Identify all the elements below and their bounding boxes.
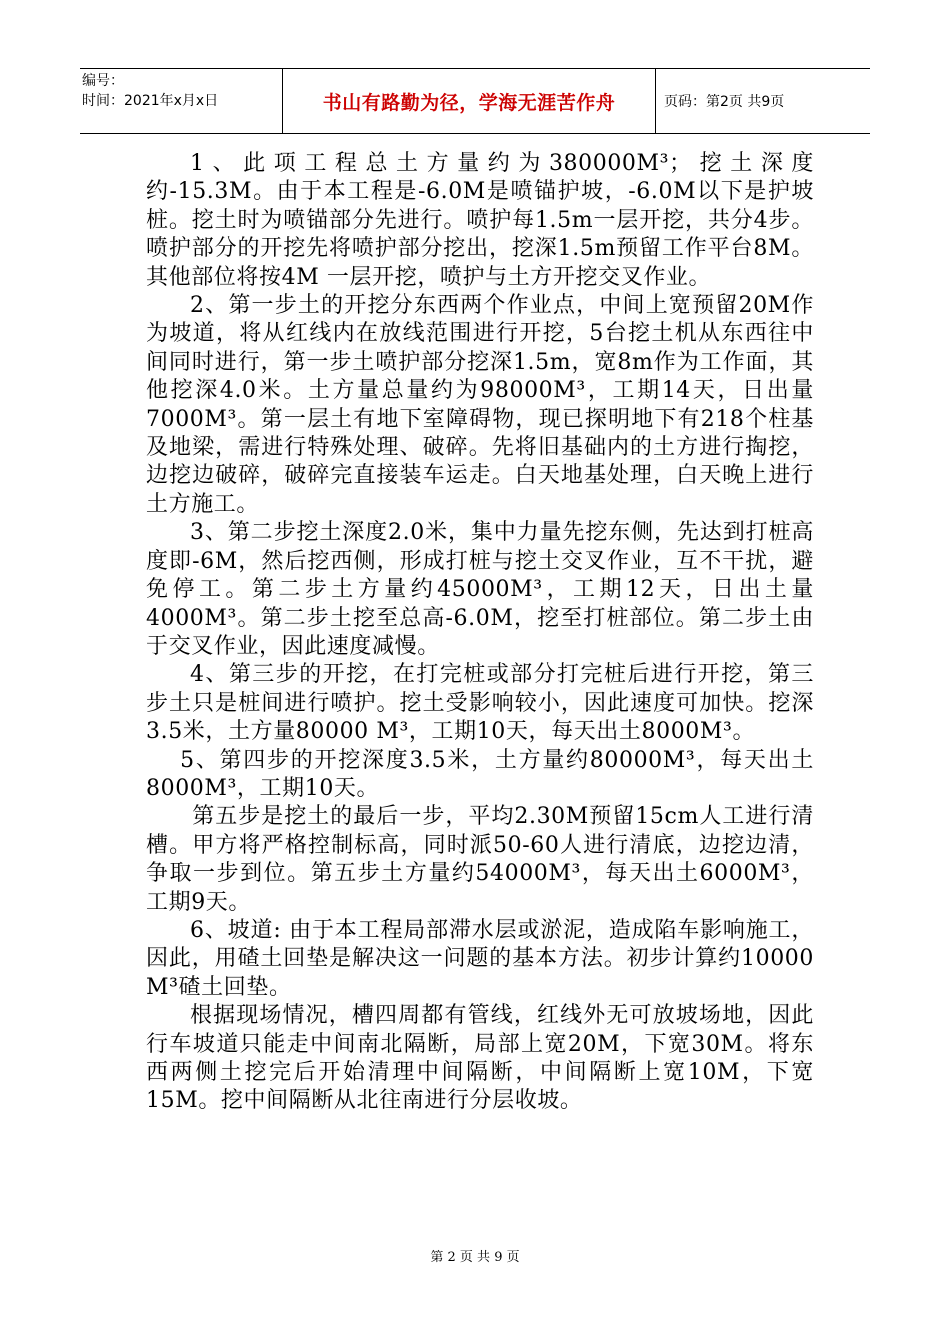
motto-text: 书山有路勤为径，学海无涯苦作舟 xyxy=(322,91,616,114)
header-motto-cell xyxy=(283,69,656,133)
paragraph-2: 2、第一步土的开挖分东西两个作业点，中间上宽预留20M作为坡道，将从红线内在放线范围进行开挖，5台挖土机从东西往中间同时进行，第一步土喷护部分挖深1.5m，宽8m作为工作面，其他挖深4.0米。土方量总量约为98000M³，工期14天，日出量7000M³。第一层土有地下室障碍物，现已探明地下有218个柱基及地梁，需进行特殊处理、破碎。先将旧基础内的土方进行掏挖，边挖边破碎，破碎完直接装车运走。白天地基处理，白天晚上进行土方施工。 xyxy=(146,293,814,517)
paragraph-1: 1、此项工程总土方量约为380000M³；挖土深度约-15.3M。由于本工程是-6.0M是喷锚护坡，-6.0M以下是护坡桩。挖土时为喷锚部分先进行。喷护每1.5m一层开挖，共分4步。喷护部分的开挖先将喷护部分挖出，挖深1.5m预留工作平台8M。其他部位将按4M 一层开挖，喷护与土方开挖交叉作业。 xyxy=(146,151,814,290)
page-footer xyxy=(0,1246,950,1265)
paragraph-4: 4、第三步的开挖，在打完桩或部分打完桩后进行开挖，第三步土只是桩间进行喷护。挖土受影响较小，因此速度可加快。挖深3.5米，土方量80000 M³，工期10天，每天出土8000M³。 xyxy=(146,662,814,745)
page-info-text: 页码：第2页 共9页 xyxy=(664,94,785,110)
header-meta xyxy=(80,69,283,133)
header-page-info xyxy=(656,69,870,133)
paragraph-8: 根据现场情况，槽四周都有管线，红线外无可放坡场地，因此行车坡道只能走中间南北隔断，局部上宽20M，下宽30M。将东西两侧土挖完后开始清理中间隔断，中间隔断上宽10M，下宽15M。挖中间隔断从北往南进行分层收坡。 xyxy=(146,1003,814,1114)
paragraph-7: 6、坡道: 由于本工程局部滞水层或淤泥，造成陷车影响施工，因此，用碴土回垫是解决这一问题的基本方法。初步计算约10000 M³碴土回垫。 xyxy=(146,917,814,1000)
paragraph-5: 5、第四步的开挖深度3.5米，土方量约80000M³，每天出土8000M³，工期10天。 xyxy=(146,747,814,801)
time-label: 时间：2021年x月x日 xyxy=(82,93,219,109)
page-header xyxy=(80,68,870,134)
number-label: 编号： xyxy=(82,73,124,89)
paragraph-6: 第五步是挖土的最后一步，平均2.30M预留15cm人工进行清槽。甲方将严格控制标高，同时派50-60人进行清底，边挖边清，争取一步到位。第五步土方量约54000M³，每天出土6000M³，工期9天。 xyxy=(146,804,814,915)
document-body xyxy=(146,150,814,1116)
footer-page-number: 第 2 页 共 9 页 xyxy=(430,1250,520,1265)
paragraph-3: 3、第二步挖土深度2.0米，集中力量先挖东侧，先达到打桩高度即-6M，然后挖西侧，形成打桩与挖土交叉作业，互不干扰，避免停工。第二步土方量约45000M³，工期12天，日出土量4000M³。第二步土挖至总高-6.0M，挖至打桩部位。第二步土由于交叉作业，因此速度减慢。 xyxy=(146,520,814,659)
